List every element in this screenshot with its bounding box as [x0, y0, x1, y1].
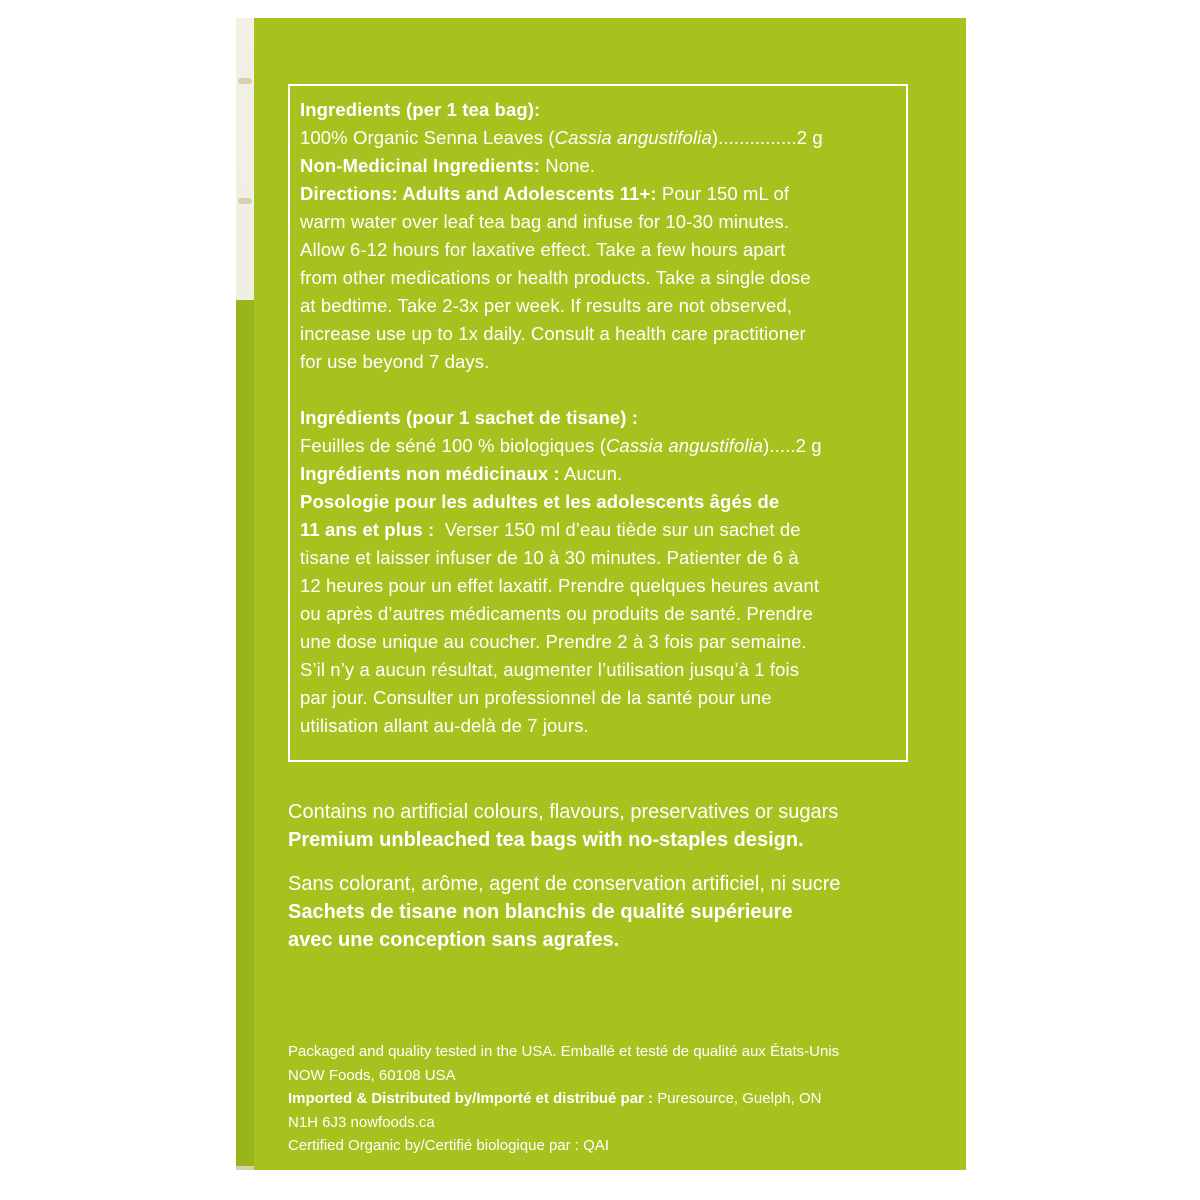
directions-line: par jour. Consulter un professionnel de la santé pour une — [300, 687, 772, 708]
ingredient-text: Feuilles de séné 100 % biologiques ( — [300, 435, 606, 456]
footer-line: N1H 6J3 nowfoods.ca — [288, 1113, 435, 1131]
nonmed-line-en — [300, 152, 900, 180]
claim-en: Contains no artificial colours, flavours, preservatives or sugars — [288, 801, 839, 823]
directions-text: Pour 150 mL of — [656, 183, 790, 204]
directions-line-en — [300, 180, 900, 208]
claim-en-bold: Premium unbleached tea bags with no-staples design. — [288, 829, 804, 851]
directions-line: Allow 6-12 hours for laxative effect. Take a few hours apart — [300, 239, 786, 260]
directions-line: increase use up to 1x daily. Consult a health care practitioner — [300, 323, 806, 344]
directions-line: from other medications or health products. Take a single dose — [300, 267, 811, 288]
footer-info — [288, 1040, 938, 1158]
directions-line-fr — [300, 516, 900, 544]
directions-line: warm water over leaf tea bag and infuse for 10-30 minutes. — [300, 211, 790, 232]
directions-label: Directions: Adults and Adolescents 11+: — [300, 183, 657, 204]
footer-line: Certified Organic by/Certifié biologique par : QAI — [288, 1137, 609, 1154]
ingredient-amount: ).....2 g — [763, 435, 822, 456]
directions-label: Posologie pour les adultes et les adolescents âgés de — [300, 491, 780, 512]
nonmed-label: Non-Medicinal Ingredients: — [300, 155, 541, 176]
ingredients-heading-en: Ingredients (per 1 tea bag): — [300, 99, 541, 120]
directions-line: tisane et laisser infuser de 10 à 30 minutes. Patienter de 6 à — [300, 547, 799, 568]
footer-line: Packaged and quality tested in the USA. Emballé et testé de qualité aux États-Unis — [288, 1043, 840, 1060]
ingredients-directions-text — [300, 96, 900, 740]
nonmed-value: None. — [540, 155, 596, 176]
ingredient-amount: )...............2 g — [711, 127, 823, 148]
latin-name: Cassia angustifolia — [554, 127, 712, 148]
decorative-pattern — [238, 78, 252, 84]
claim-fr-bold: Sachets de tisane non blanchis de qualité supérieure — [288, 901, 793, 923]
directions-line: for use beyond 7 days. — [300, 351, 490, 372]
directions-line: une dose unique au coucher. Prendre 2 à 3 fois par semaine. — [300, 631, 807, 652]
ingredient-text: 100% Organic Senna Leaves ( — [300, 127, 555, 148]
directions-text: Verser 150 ml d’eau tiède sur un sachet de — [434, 519, 801, 540]
package-back-panel — [254, 18, 966, 1170]
nonmed-label: Ingrédients non médicinaux : — [300, 463, 560, 484]
nonmed-line-fr — [300, 460, 900, 488]
directions-label: 11 ans et plus : — [300, 519, 435, 540]
package-fold — [236, 300, 254, 1166]
directions-line: at bedtime. Take 2-3x per week. If results are not observed, — [300, 295, 793, 316]
product-claims — [288, 798, 938, 954]
directions-line: utilisation allant au-delà de 7 jours. — [300, 715, 589, 736]
decorative-pattern — [238, 198, 252, 204]
footer-line: NOW Foods, 60108 USA — [288, 1066, 456, 1084]
latin-name: Cassia angustifolia — [605, 435, 764, 456]
claim-fr-bold: avec une conception sans agrafes. — [288, 929, 620, 951]
directions-line: ou après d’autres médicaments ou produits de santé. Prendre — [300, 603, 813, 624]
ingredient-line-fr — [300, 432, 900, 460]
import-label: Imported & Distributed by/Importé et distribué par : — [288, 1090, 654, 1107]
import-value: Puresource, Guelph, ON — [653, 1090, 822, 1107]
nonmed-value: Aucun. — [559, 463, 623, 484]
ingredients-heading-fr: Ingrédients (pour 1 sachet de tisane) : — [300, 407, 638, 428]
footer-import-line — [288, 1087, 938, 1111]
claim-fr: Sans colorant, arôme, agent de conservation artificiel, ni sucre — [288, 873, 841, 895]
directions-line: 12 heures pour un effet laxatif. Prendre quelques heures avant — [300, 575, 820, 596]
directions-line: S’il n’y a aucun résultat, augmenter l’utilisation jusqu’à 1 fois — [300, 659, 800, 680]
ingredient-line-en — [300, 124, 900, 152]
